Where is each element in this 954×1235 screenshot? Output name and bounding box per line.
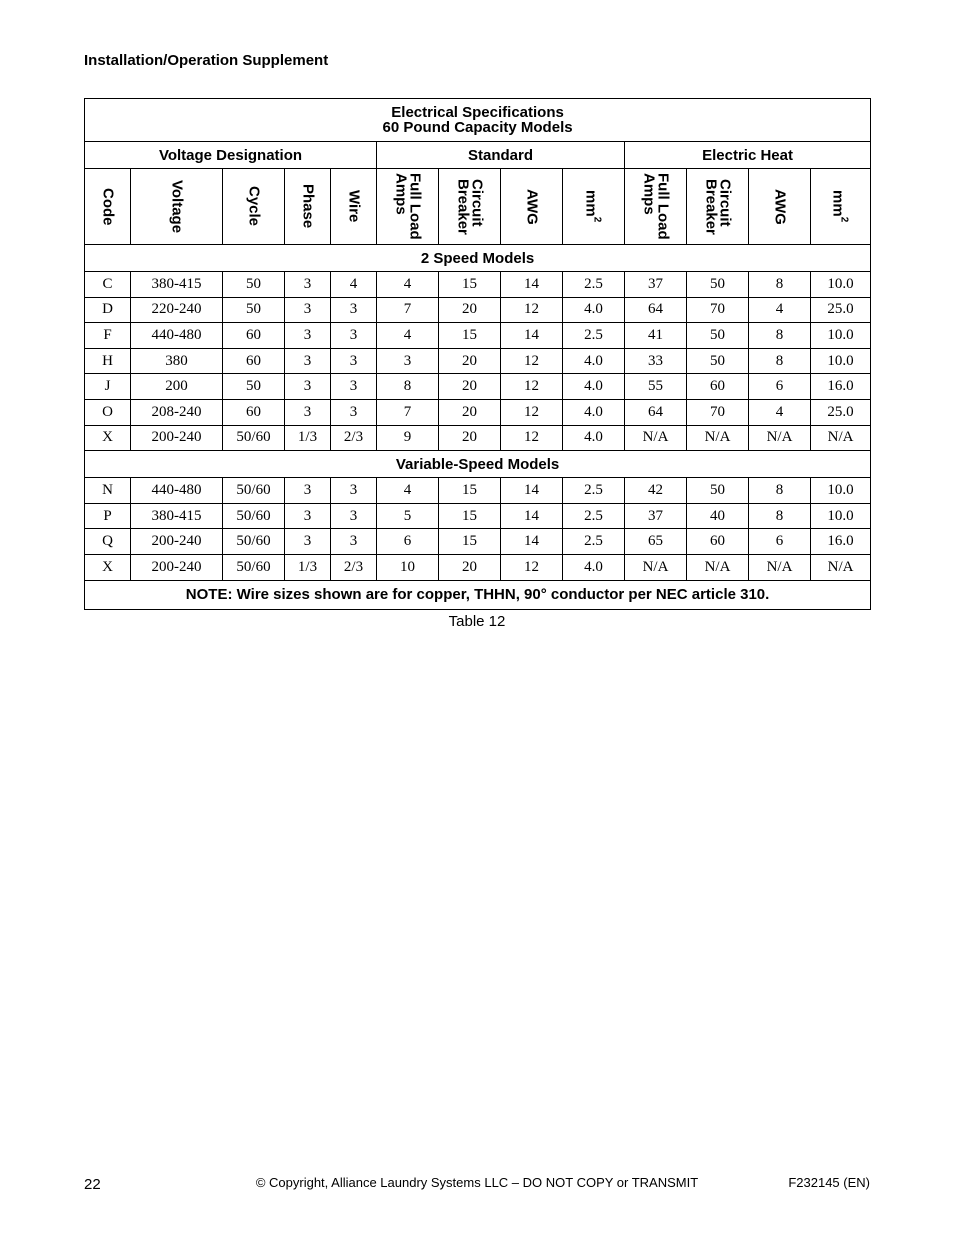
table-cell: 208-240 [131, 399, 223, 425]
table-cell: 25.0 [811, 399, 871, 425]
table-row [85, 323, 871, 349]
table-cell: 3 [331, 503, 377, 529]
column-header [439, 169, 501, 245]
table-cell: 15 [439, 272, 501, 298]
table-cell: 40 [687, 503, 749, 529]
table-cell: 2.5 [563, 323, 625, 349]
table-cell: 41 [625, 323, 687, 349]
column-header-label: Full Load Amps [392, 173, 424, 240]
column-header [131, 169, 223, 245]
table-cell: 3 [285, 478, 331, 504]
table-cell: 33 [625, 348, 687, 374]
table-cell: 50 [223, 297, 285, 323]
table-cell: 3 [285, 374, 331, 400]
table-title-line1: Electrical Specifications [391, 104, 564, 121]
table-cell: N [85, 478, 131, 504]
table-cell: 50/60 [223, 503, 285, 529]
table-cell: 2.5 [563, 272, 625, 298]
column-header-label: mm [582, 190, 600, 218]
table-cell: 12 [501, 348, 563, 374]
table-cell: 4 [377, 323, 439, 349]
group-standard: Standard [377, 142, 625, 169]
table-cell: 37 [625, 272, 687, 298]
table-cell: 14 [501, 272, 563, 298]
table-title [85, 99, 871, 142]
table-cell: 4 [377, 478, 439, 504]
table-cell: 2/3 [331, 425, 377, 451]
table-cell: 200-240 [131, 425, 223, 451]
table-cell: 50 [687, 323, 749, 349]
table-cell: 50/60 [223, 554, 285, 580]
table-cell: N/A [687, 425, 749, 451]
table-row [85, 529, 871, 555]
table-cell: 8 [377, 374, 439, 400]
group-voltage-designation: Voltage Designation [85, 142, 377, 169]
table-cell: 37 [625, 503, 687, 529]
table-cell: 10 [377, 554, 439, 580]
table-cell: 10.0 [811, 478, 871, 504]
table-cell: 4 [331, 272, 377, 298]
table-cell: 50/60 [223, 425, 285, 451]
column-header-superscript: 2 [838, 217, 850, 223]
table-cell: 4.0 [563, 297, 625, 323]
table-cell: 8 [749, 503, 811, 529]
table-cell: 380 [131, 348, 223, 374]
table-cell: 12 [501, 554, 563, 580]
table-cell: 64 [625, 399, 687, 425]
column-header [331, 169, 377, 245]
table-cell: 2/3 [331, 554, 377, 580]
table-cell: N/A [687, 554, 749, 580]
table-cell: 50/60 [223, 529, 285, 555]
table-row [85, 399, 871, 425]
table-cell: 4 [749, 297, 811, 323]
table-cell: 6 [377, 529, 439, 555]
table-cell: 3 [285, 323, 331, 349]
table-cell: N/A [625, 425, 687, 451]
table-cell: 5 [377, 503, 439, 529]
table-cell: 3 [285, 348, 331, 374]
table-cell: 20 [439, 374, 501, 400]
section-row [85, 451, 871, 478]
table-cell: N/A [625, 554, 687, 580]
column-header [749, 169, 811, 245]
column-header-label: Wire [345, 190, 363, 223]
table-cell: 20 [439, 297, 501, 323]
table-row [85, 297, 871, 323]
column-header [377, 169, 439, 245]
table-cell: 60 [223, 348, 285, 374]
table-cell: 10.0 [811, 272, 871, 298]
page-number: 22 [84, 1176, 101, 1193]
group-electric-heat: Electric Heat [625, 142, 871, 169]
table-cell: 3 [331, 529, 377, 555]
table-cell: 14 [501, 503, 563, 529]
table-cell: F [85, 323, 131, 349]
table-cell: N/A [749, 425, 811, 451]
electrical-spec-table [84, 98, 871, 610]
table-cell: 8 [749, 323, 811, 349]
table-cell: 3 [377, 348, 439, 374]
table-cell: 2.5 [563, 478, 625, 504]
table-cell: 200-240 [131, 529, 223, 555]
column-header-superscript: 2 [591, 217, 603, 223]
column-header [625, 169, 687, 245]
table-cell: 60 [223, 323, 285, 349]
table-cell: 50 [687, 348, 749, 374]
table-cell: 4.0 [563, 374, 625, 400]
table-cell: 8 [749, 348, 811, 374]
table-cell: 15 [439, 529, 501, 555]
document-id: F232145 (EN) [788, 1175, 870, 1190]
table-cell: 64 [625, 297, 687, 323]
table-cell: 4.0 [563, 348, 625, 374]
table-cell: 60 [687, 529, 749, 555]
table-cell: 20 [439, 348, 501, 374]
table-cell: 10.0 [811, 348, 871, 374]
table-cell: 10.0 [811, 323, 871, 349]
table-cell: 50 [223, 374, 285, 400]
table-row [85, 425, 871, 451]
table-note: NOTE: Wire sizes shown are for copper, THHN, 90° conductor per NEC article 310. [85, 580, 871, 609]
table-cell: N/A [811, 554, 871, 580]
table-cell: O [85, 399, 131, 425]
table-cell: Q [85, 529, 131, 555]
table-cell: 380-415 [131, 503, 223, 529]
copyright-notice: © Copyright, Alliance Laundry Systems LLC – DO NOT COPY or TRANSMIT [255, 1175, 699, 1190]
table-cell: 1/3 [285, 425, 331, 451]
table-cell: 3 [285, 529, 331, 555]
table-cell: 65 [625, 529, 687, 555]
table-cell: 9 [377, 425, 439, 451]
table-cell: 3 [331, 323, 377, 349]
table-cell: 50 [687, 272, 749, 298]
column-header-label: Cycle [245, 186, 263, 227]
table-cell: 25.0 [811, 297, 871, 323]
table-cell: 10.0 [811, 503, 871, 529]
column-header-label: AWG [771, 188, 789, 225]
table-cell: 6 [749, 529, 811, 555]
table-cell: P [85, 503, 131, 529]
note-row [85, 580, 871, 609]
table-cell: X [85, 554, 131, 580]
table-cell: 20 [439, 425, 501, 451]
table-cell: 6 [749, 374, 811, 400]
table-cell: 60 [223, 399, 285, 425]
table-cell: 4.0 [563, 554, 625, 580]
column-header [811, 169, 871, 245]
table-row [85, 503, 871, 529]
table-row [85, 554, 871, 580]
column-header [85, 169, 131, 245]
table-row [85, 348, 871, 374]
table-cell: 4 [377, 272, 439, 298]
table-cell: 12 [501, 374, 563, 400]
table-cell: 50 [223, 272, 285, 298]
table-cell: 3 [285, 399, 331, 425]
table-cell: 15 [439, 323, 501, 349]
table-cell: 20 [439, 399, 501, 425]
table-title-line2: 60 Pound Capacity Models [382, 119, 573, 136]
column-header-label: Phase [299, 184, 317, 229]
table-cell: 440-480 [131, 323, 223, 349]
table-cell: 3 [285, 272, 331, 298]
table-cell: 60 [687, 374, 749, 400]
table-cell: 3 [285, 297, 331, 323]
table-cell: 2.5 [563, 503, 625, 529]
table-cell: 3 [285, 503, 331, 529]
table-cell: 16.0 [811, 374, 871, 400]
table-row [85, 478, 871, 504]
table-row [85, 374, 871, 400]
table-cell: 14 [501, 323, 563, 349]
column-header-label: Circuit Breaker [702, 178, 734, 235]
table-cell: J [85, 374, 131, 400]
table-cell: 70 [687, 297, 749, 323]
column-header [501, 169, 563, 245]
column-header-label: Code [99, 187, 117, 226]
column-header [687, 169, 749, 245]
table-cell: 3 [331, 399, 377, 425]
section-row [85, 245, 871, 272]
column-header-label: Full Load Amps [640, 173, 672, 240]
section-title: Variable-Speed Models [85, 451, 871, 478]
table-cell: X [85, 425, 131, 451]
table-cell: 440-480 [131, 478, 223, 504]
table-cell: 50/60 [223, 478, 285, 504]
table-cell: 3 [331, 297, 377, 323]
table-cell: C [85, 272, 131, 298]
table-cell: N/A [749, 554, 811, 580]
table-cell: 380-415 [131, 272, 223, 298]
table-cell: 200 [131, 374, 223, 400]
table-cell: 50 [687, 478, 749, 504]
table-cell: 42 [625, 478, 687, 504]
table-cell: 8 [749, 272, 811, 298]
table-cell: 15 [439, 503, 501, 529]
table-cell: 4.0 [563, 399, 625, 425]
table-cell: 8 [749, 478, 811, 504]
table-cell: 12 [501, 297, 563, 323]
section-title: 2 Speed Models [85, 245, 871, 272]
table-cell: 14 [501, 478, 563, 504]
table-row [85, 272, 871, 298]
table-cell: 200-240 [131, 554, 223, 580]
table-cell: 12 [501, 425, 563, 451]
page-header: Installation/Operation Supplement [84, 52, 329, 69]
column-header-label: Voltage [168, 179, 186, 234]
table-cell: N/A [811, 425, 871, 451]
table-cell: 220-240 [131, 297, 223, 323]
table-cell: H [85, 348, 131, 374]
table-cell: 3 [331, 348, 377, 374]
table-cell: D [85, 297, 131, 323]
table-caption: Table 12 [448, 613, 506, 630]
table-cell: 4.0 [563, 425, 625, 451]
column-header [563, 169, 625, 245]
column-header-label: AWG [523, 188, 541, 225]
table-cell: 3 [331, 374, 377, 400]
table-cell: 55 [625, 374, 687, 400]
column-header [285, 169, 331, 245]
table-cell: 16.0 [811, 529, 871, 555]
column-header [223, 169, 285, 245]
column-header-label: Circuit Breaker [454, 178, 486, 235]
table-cell: 14 [501, 529, 563, 555]
table-cell: 20 [439, 554, 501, 580]
column-header-label: mm [829, 190, 847, 218]
table-cell: 3 [331, 478, 377, 504]
column-header-row [85, 169, 871, 245]
table-cell: 1/3 [285, 554, 331, 580]
table-cell: 7 [377, 297, 439, 323]
table-cell: 12 [501, 399, 563, 425]
table-cell: 2.5 [563, 529, 625, 555]
table-cell: 4 [749, 399, 811, 425]
table-cell: 70 [687, 399, 749, 425]
table-cell: 15 [439, 478, 501, 504]
table-cell: 7 [377, 399, 439, 425]
